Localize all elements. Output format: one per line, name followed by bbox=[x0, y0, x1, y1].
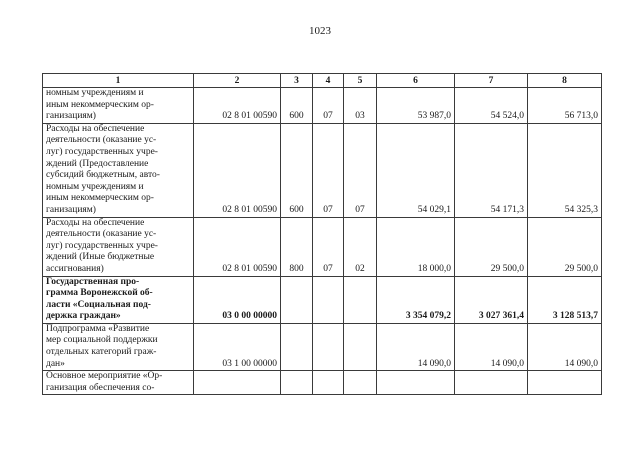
amount-col-6: 18 000,0 bbox=[377, 217, 455, 276]
subsection-code: 02 bbox=[344, 217, 377, 276]
column-header: 6 bbox=[377, 74, 455, 88]
amount-col-8: 29 500,0 bbox=[528, 217, 602, 276]
table-row bbox=[43, 123, 602, 217]
expense-type-code bbox=[281, 323, 313, 370]
amount-col-7: 54 524,0 bbox=[455, 88, 528, 124]
table-row-partial bbox=[43, 371, 602, 395]
target-article-code: 03 1 00 00000 bbox=[194, 323, 281, 370]
target-article-code: 02 8 01 00590 bbox=[194, 217, 281, 276]
subsection-code: 07 bbox=[344, 123, 377, 217]
amount-col-7 bbox=[455, 371, 528, 395]
table-row bbox=[43, 88, 602, 124]
section-code bbox=[313, 276, 344, 323]
table-row bbox=[43, 323, 602, 370]
subsection-code bbox=[344, 276, 377, 323]
amount-col-7: 54 171,3 bbox=[455, 123, 528, 217]
row-description: Государственная про- грамма Воронежской об- ласти «Социальная под- держка граждан» bbox=[43, 276, 194, 323]
expense-type-code bbox=[281, 276, 313, 323]
section-code: 07 bbox=[313, 88, 344, 124]
column-header: 2 bbox=[194, 74, 281, 88]
amount-col-8: 54 325,3 bbox=[528, 123, 602, 217]
subsection-code bbox=[344, 371, 377, 395]
amount-col-8 bbox=[528, 371, 602, 395]
column-header: 3 bbox=[281, 74, 313, 88]
amount-col-6: 53 987,0 bbox=[377, 88, 455, 124]
amount-col-8: 14 090,0 bbox=[528, 323, 602, 370]
amount-col-6: 3 354 079,2 bbox=[377, 276, 455, 323]
row-description: Расходы на обеспечение деятельности (оказание ус- луг) государственных учре- ждений (Иные бюджетные ассигнования) bbox=[43, 217, 194, 276]
section-code: 07 bbox=[313, 123, 344, 217]
expense-type-code: 600 bbox=[281, 123, 313, 217]
column-header: 1 bbox=[43, 74, 194, 88]
page-number: 1023 bbox=[309, 25, 331, 37]
row-description: Основное мероприятие «Ор- ганизация обеспечения со- bbox=[43, 371, 194, 395]
row-description: Подпрограмма «Развитие мер социальной поддержки отдельных категорий граж- дан» bbox=[43, 323, 194, 370]
amount-col-8: 56 713,0 bbox=[528, 88, 602, 124]
target-article-code bbox=[194, 371, 281, 395]
expense-type-code: 800 bbox=[281, 217, 313, 276]
target-article-code: 02 8 01 00590 bbox=[194, 123, 281, 217]
section-code bbox=[313, 371, 344, 395]
amount-col-6: 14 090,0 bbox=[377, 323, 455, 370]
expense-type-code: 600 bbox=[281, 88, 313, 124]
amount-col-8: 3 128 513,7 bbox=[528, 276, 602, 323]
section-code bbox=[313, 323, 344, 370]
amount-col-6: 54 029,1 bbox=[377, 123, 455, 217]
subsection-code bbox=[344, 323, 377, 370]
table-header-row bbox=[43, 74, 602, 88]
section-code: 07 bbox=[313, 217, 344, 276]
budget-table bbox=[42, 73, 602, 395]
amount-col-7: 29 500,0 bbox=[455, 217, 528, 276]
column-header: 5 bbox=[344, 74, 377, 88]
target-article-code: 03 0 00 00000 bbox=[194, 276, 281, 323]
row-description: Расходы на обеспечение деятельности (оказание ус- луг) государственных учре- ждений (Предоставление субсидий бюджетным, авто- номным учреждениям и иным некоммерческим ор- ганизациям) bbox=[43, 123, 194, 217]
expense-type-code bbox=[281, 371, 313, 395]
amount-col-6 bbox=[377, 371, 455, 395]
table-row-program bbox=[43, 276, 602, 323]
amount-col-7: 14 090,0 bbox=[455, 323, 528, 370]
subsection-code: 03 bbox=[344, 88, 377, 124]
amount-col-7: 3 027 361,4 bbox=[455, 276, 528, 323]
table-row bbox=[43, 217, 602, 276]
target-article-code: 02 8 01 00590 bbox=[194, 88, 281, 124]
column-header: 8 bbox=[528, 74, 602, 88]
row-description: номным учреждениям и иным некоммерческим ор- ганизациям) bbox=[43, 88, 194, 124]
column-header: 7 bbox=[455, 74, 528, 88]
column-header: 4 bbox=[313, 74, 344, 88]
